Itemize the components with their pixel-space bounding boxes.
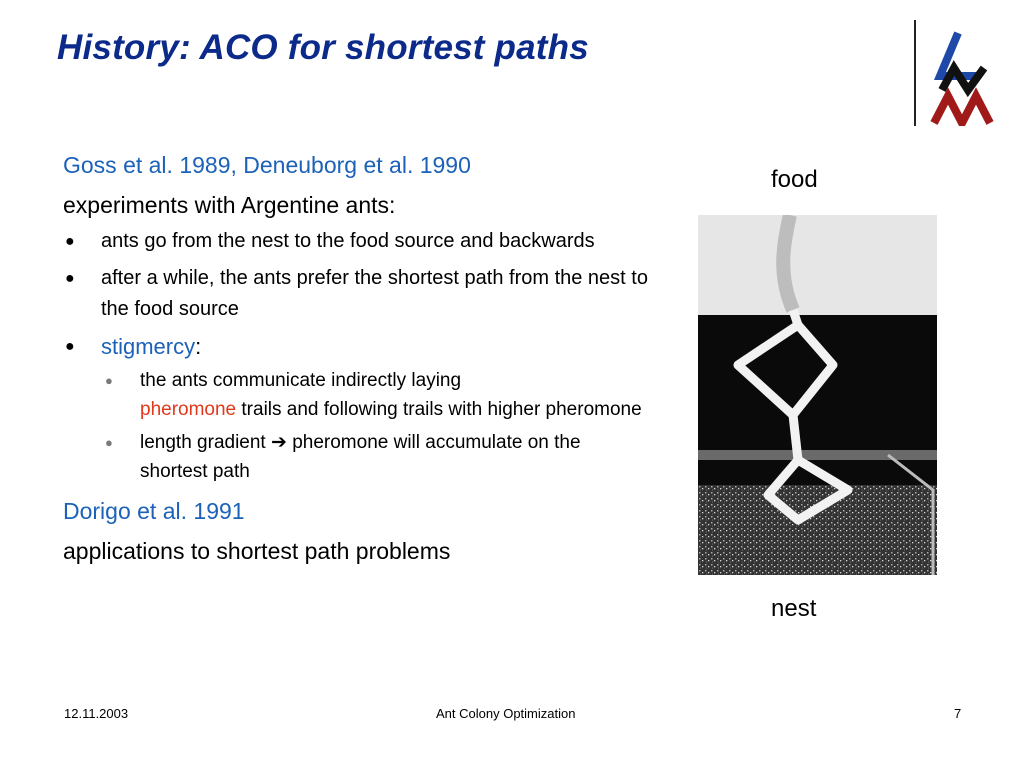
footer-page-number: 7	[954, 706, 962, 721]
bullet-text: ants go from the nest to the food source and backwards	[101, 230, 595, 252]
sub-bullet-text-post: trails and following trails with higher pheromone	[241, 399, 642, 420]
slide-title: History: ACO for shortest paths	[57, 28, 589, 67]
reference-goss: Goss et al. 1989, Deneuborg et al. 1990	[63, 152, 471, 178]
applications-line: applications to shortest path problems	[63, 538, 451, 564]
sub-bullet-dot-icon: ●	[105, 435, 113, 450]
institution-logo-icon	[928, 28, 998, 126]
sub-bullet-text-post: pheromone will accumulate on the shortest path	[140, 432, 581, 482]
footer-title: Ant Colony Optimization	[436, 706, 576, 721]
sub-bullet-dot-icon: ●	[105, 373, 113, 388]
sub-bullet-item	[63, 428, 653, 486]
stigmercy-term: stigmercy	[101, 334, 196, 359]
experiments-line: experiments with Argentine ants:	[63, 192, 396, 218]
sub-bullet-text-pre: length gradient	[140, 432, 266, 453]
arrow-right-icon: ➔	[271, 432, 287, 453]
bullet-dot-icon: ●	[65, 233, 75, 250]
slide-body	[63, 150, 653, 566]
sub-bullet-item	[63, 366, 653, 424]
figure-label-food: food	[771, 166, 818, 193]
footer-date: 12.11.2003	[64, 706, 129, 721]
figure-label-nest: nest	[771, 595, 817, 622]
header-divider	[914, 20, 916, 126]
ant-experiment-photo	[698, 215, 937, 575]
bullet-item	[63, 226, 653, 257]
bullet-item-stigmercy	[63, 331, 653, 362]
bullet-dot-icon: ●	[65, 338, 75, 355]
stigmercy-colon: :	[195, 334, 202, 359]
pheromone-term: pheromone	[140, 399, 237, 420]
bullet-dot-icon: ●	[65, 270, 75, 287]
bullet-item	[63, 263, 653, 325]
sub-bullet-text-pre: the ants communicate indirectly laying	[140, 370, 462, 391]
bullet-text: after a while, the ants prefer the shortest path from the nest to the food source	[101, 267, 648, 320]
reference-dorigo: Dorigo et al. 1991	[63, 498, 245, 524]
